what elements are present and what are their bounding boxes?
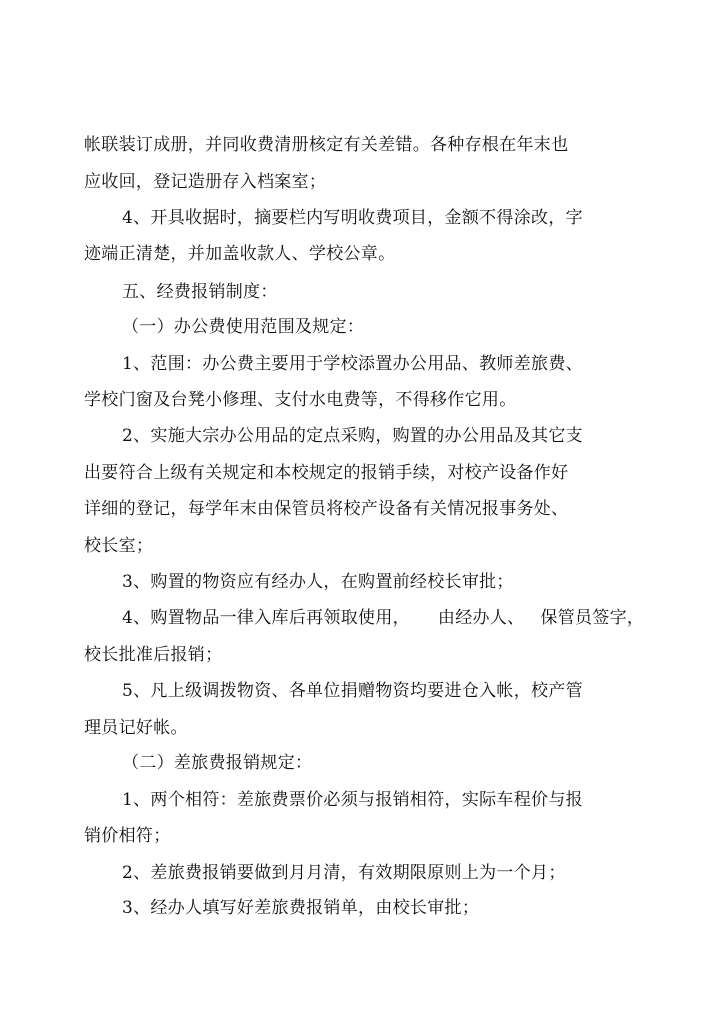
text-line: 4、开具收据时，摘要栏内写明收费项目，金额不得涂改，字: [122, 208, 583, 228]
text-segment: 保管员签字，: [540, 608, 645, 628]
text-line: 帐联装订成册，并同收费清册核定有关差错。各种存根在年末也: [84, 135, 569, 155]
text-line: 2、差旅费报销要做到月月清，有效期限原则上为一个月；: [122, 863, 566, 883]
text-line: 学校门窗及台凳小修理、支付水电费等，不得移作它用。: [84, 390, 517, 410]
text-line: 迹端正清楚，并加盖收款人、学校公章。: [84, 244, 396, 264]
text-line: 1、两个相符：差旅费票价必须与报销相符，实际车程价与报: [122, 790, 583, 810]
text-line: 详细的登记，每学年末由保管员将校产设备有关情况报事务处、: [84, 499, 569, 519]
text-line: 1、范围：办公费主要用于学校添置办公用品、教师差旅费、: [122, 354, 583, 374]
text-segment: 由经办人、: [437, 608, 525, 628]
text-line: 5、凡上级调拨物资、各单位捐赠物资均要进仓入帐，校产管: [122, 681, 583, 701]
text-line: 3、经办人填写好差旅费报销单，由校长审批；: [122, 898, 480, 918]
text-line: 理员记好帐。: [84, 718, 188, 738]
text-line: 2、实施大宗办公用品的定点采购，购置的办公用品及其它支: [122, 426, 583, 446]
text-line: [122, 607, 644, 629]
text-line: 销价相符；: [84, 826, 171, 846]
text-line: 出要符合上级有关规定和本校规定的报销手续，对校产设备作好: [84, 463, 569, 483]
text-line: 3、购置的物资应有经办人，在购置前经校长审批；: [122, 572, 514, 592]
subsection-heading: （二）差旅费报销规定：: [122, 753, 313, 773]
section-heading: 五、经费报销制度：: [122, 282, 278, 302]
text-line: 应收回，登记造册存入档案室；: [84, 172, 327, 192]
text-segment: 4、购置物品一律入库后再领取使用，: [122, 608, 410, 628]
text-line: 校长批准后报销；: [84, 645, 223, 665]
subsection-heading: （一）办公费使用范围及规定：: [122, 317, 365, 337]
text-line: 校长室；: [84, 536, 154, 556]
